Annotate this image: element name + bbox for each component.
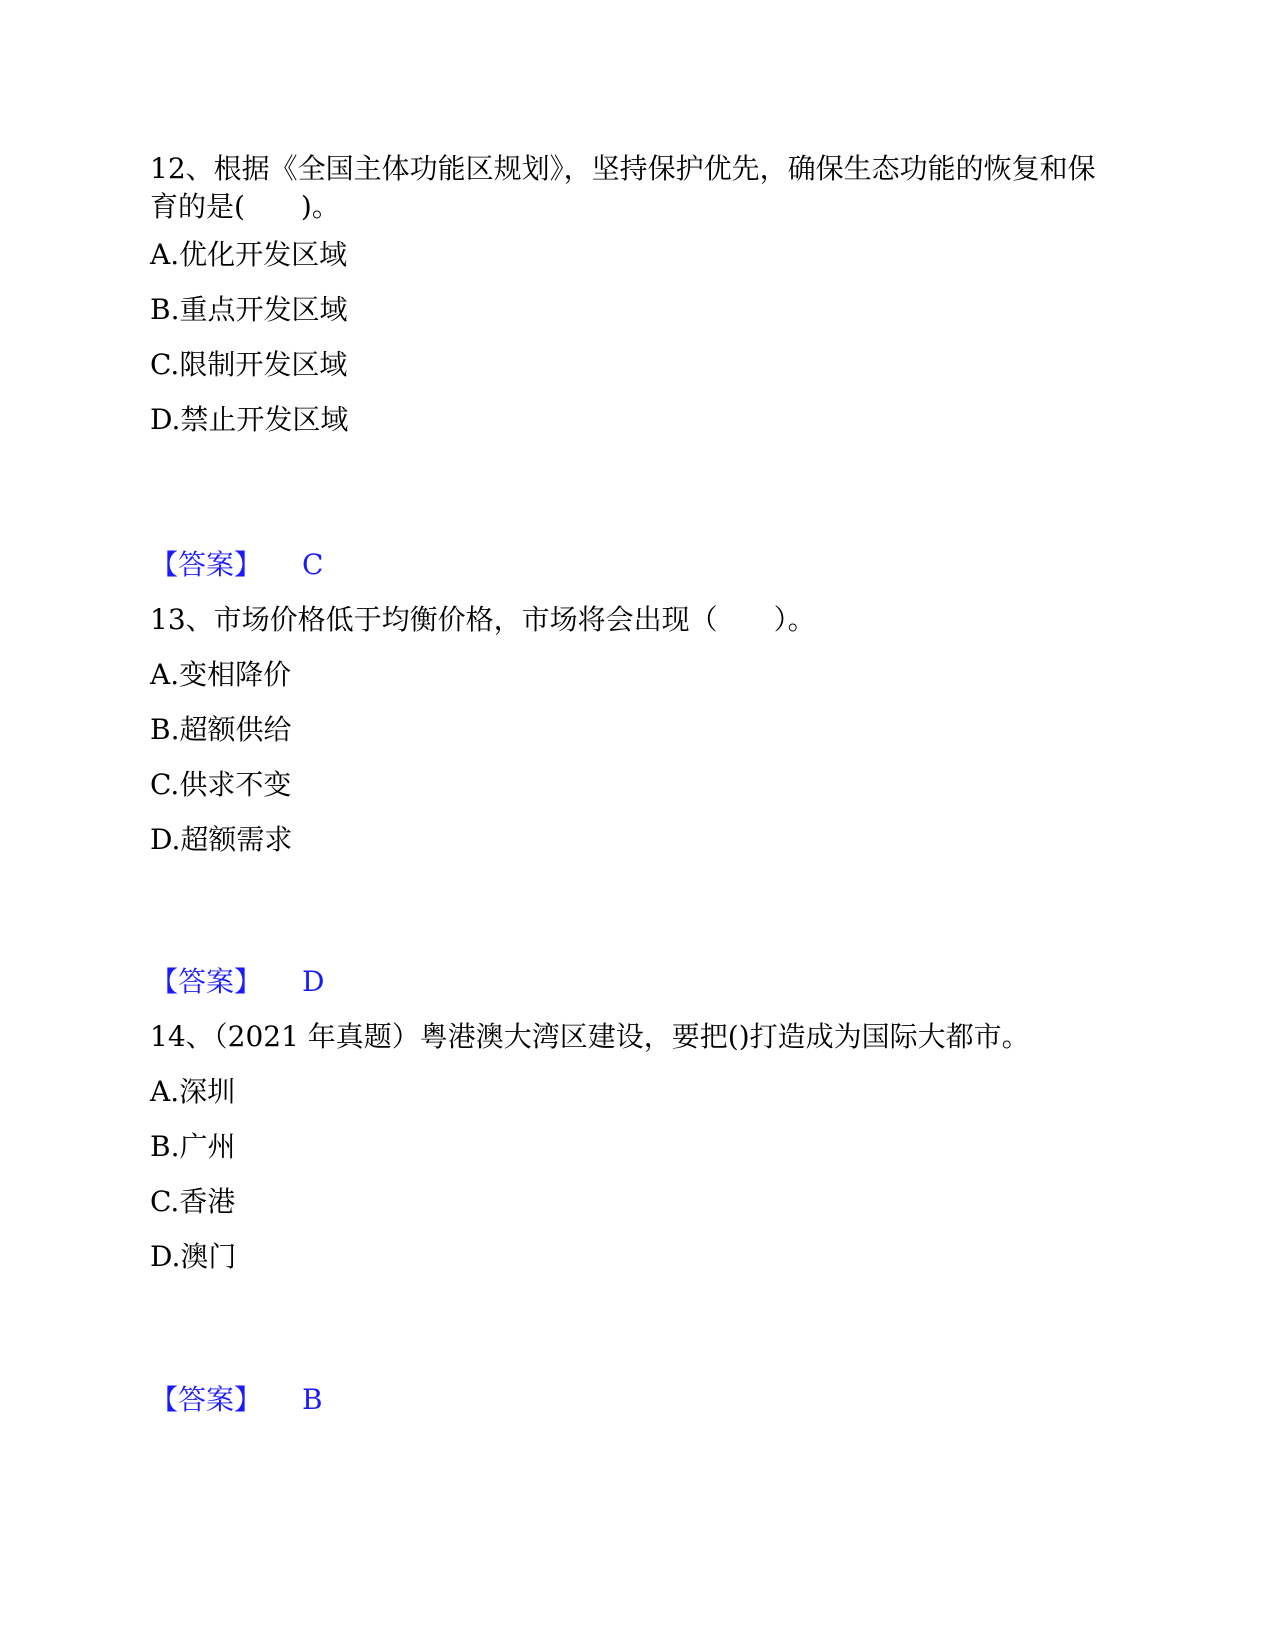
answer-label: 【答案】: [150, 1383, 263, 1416]
question-12-option-c: C.限制开发区域: [150, 348, 348, 381]
question-14-option-a: A.深圳: [150, 1075, 236, 1108]
question-13-option-a: A.变相降价: [150, 658, 292, 691]
question-13-stem: 13、市场价格低于均衡价格，市场将会出现（ ）。: [150, 603, 816, 636]
question-12-option-d: D.禁止开发区域: [150, 403, 349, 436]
question-13-option-d: D.超额需求: [150, 823, 293, 856]
question-12-stem: 12、根据《全国主体功能区规划》，坚持保护优先，确保生态功能的恢复和保育的是( )。: [150, 152, 1096, 223]
question-14-option-d: D.澳门: [150, 1240, 237, 1273]
question-13-option-b: B.超额供给: [150, 713, 292, 746]
question-12-option-a: A.优化开发区域: [150, 238, 348, 271]
question-12-option-b: B.重点开发区域: [150, 293, 348, 326]
question-13-answer: [150, 963, 324, 1001]
answer-label: 【答案】: [150, 548, 263, 581]
answer-label: 【答案】: [150, 965, 263, 998]
question-14-answer: [150, 1381, 323, 1419]
question-14-option-c: C.香港: [150, 1185, 236, 1218]
answer-value: B: [302, 1383, 323, 1416]
question-12-answer: [150, 546, 323, 584]
question-13-option-c: C.供求不变: [150, 768, 292, 801]
question-14-stem: 14、（2021 年真题）粤港澳大湾区建设，要把()打造成为国际大都市。: [150, 1020, 1030, 1053]
answer-value: C: [302, 548, 324, 581]
question-14-option-b: B.广州: [150, 1130, 236, 1163]
answer-value: D: [302, 965, 325, 998]
